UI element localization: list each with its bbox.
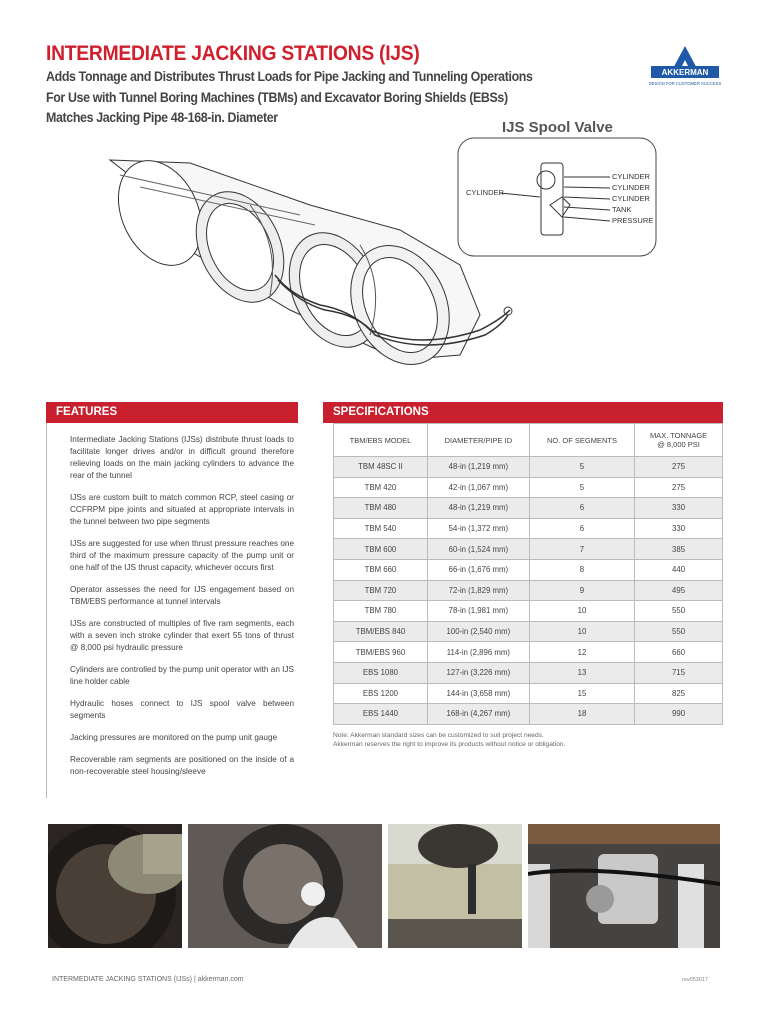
cell-segments: 18: [529, 704, 634, 725]
cell-model: TBM 480: [334, 498, 428, 519]
cell-tonnage: 330: [635, 498, 723, 519]
cell-diameter: 168-in (4,267 mm): [427, 704, 529, 725]
logo-tagline: DESIGN FOR CUSTOMER SUCCESS: [648, 81, 722, 86]
feature-item: Recoverable ram segments are positioned on the inside of a non-recoverable steel housing/sleeve: [70, 755, 294, 776]
table-row: [334, 662, 723, 683]
cell-diameter: 100-in (2,540 mm): [427, 621, 529, 642]
table-row: [334, 457, 723, 478]
cell-model: TBM/EBS 840: [334, 621, 428, 642]
cell-segments: 5: [529, 477, 634, 498]
table-row: [334, 539, 723, 560]
feature-item: IJSs are constructed of multiples of five ram segments, each with a seven inch stroke cylinder that exert 55 tons of thrust @ 8,000 psi hydraulic pressure: [70, 619, 294, 652]
specifications-heading: SPECIFICATIONS: [323, 402, 723, 423]
cell-segments: 7: [529, 539, 634, 560]
cell-diameter: 42-in (1,067 mm): [427, 477, 529, 498]
feature-item: IJSs are custom built to match common RCP, steel casing or CCFRPM pipe joints and situated at appropriate intervals in the tunnel between two pipe segments: [70, 493, 294, 526]
page-title: INTERMEDIATE JACKING STATIONS (IJS): [46, 42, 420, 65]
spool-label-cylinder-left: CYLINDER: [466, 188, 504, 197]
cell-diameter: 78-in (1,981 mm): [427, 601, 529, 622]
cell-diameter: 114-in (2,896 mm): [427, 642, 529, 663]
logo-text: AKKERMAN: [661, 68, 709, 77]
cell-segments: 10: [529, 621, 634, 642]
spool-label-cylinder-3: CYLINDER: [612, 194, 650, 203]
cell-model: TBM 780: [334, 601, 428, 622]
feature-item: Operator assesses the need for IJS engagement based on TBM/EBS performance at tunnel intervals: [70, 585, 294, 606]
table-header-row: [334, 424, 723, 457]
table-row: [334, 642, 723, 663]
cell-diameter: 144-in (3,658 mm): [427, 683, 529, 704]
table-row: [334, 498, 723, 519]
cell-model: TBM 720: [334, 580, 428, 601]
cell-segments: 13: [529, 662, 634, 683]
cell-diameter: 48-in (1,219 mm): [427, 457, 529, 478]
cell-tonnage: 660: [635, 642, 723, 663]
cell-segments: 12: [529, 642, 634, 663]
cell-segments: 15: [529, 683, 634, 704]
photo-jobsite: [388, 824, 522, 948]
cell-segments: 8: [529, 559, 634, 580]
cell-tonnage: 495: [635, 580, 723, 601]
col-tonnage: [635, 424, 723, 457]
cell-diameter: 66-in (1,676 mm): [427, 559, 529, 580]
spool-label-tank: TANK: [612, 205, 632, 214]
cell-tonnage: 990: [635, 704, 723, 725]
cell-model: EBS 1200: [334, 683, 428, 704]
feature-item: Jacking pressures are monitored on the pump unit gauge: [70, 733, 278, 742]
col-diameter: DIAMETER/PIPE ID: [427, 424, 529, 457]
spool-label-cylinder-2: CYLINDER: [612, 183, 650, 192]
feature-item: Cylinders are controlled by the pump unit operator with an IJS line holder cable: [70, 665, 294, 686]
table-row: [334, 683, 723, 704]
cell-tonnage: 275: [635, 477, 723, 498]
col-segments: NO. OF SEGMENTS: [529, 424, 634, 457]
table-row: [334, 621, 723, 642]
spec-note-1: Note: Akkerman standard sizes can be customized to suit project needs.: [333, 732, 544, 739]
feature-item: Hydraulic hoses connect to IJS spool valve between segments: [70, 699, 294, 720]
subtitle-1: Adds Tonnage and Distributes Thrust Loads for Pipe Jacking and Tunneling Operations: [46, 69, 533, 84]
cell-diameter: 72-in (1,829 mm): [427, 580, 529, 601]
cell-segments: 9: [529, 580, 634, 601]
subtitle-3: Matches Jacking Pipe 48-168-in. Diameter: [46, 110, 278, 125]
cell-segments: 6: [529, 498, 634, 519]
footer-left: INTERMEDIATE JACKING STATIONS (IJSs) | akkerman.com: [52, 976, 244, 983]
cell-segments: 10: [529, 601, 634, 622]
cell-model: EBS 1440: [334, 704, 428, 725]
photo-tunnel-interior: [48, 824, 182, 948]
table-row: [334, 477, 723, 498]
features-list: [70, 434, 294, 788]
table-row: [334, 580, 723, 601]
spec-note-2: Akkerman reserves the right to improve its products without notice or obligation.: [333, 741, 566, 748]
table-row: [334, 559, 723, 580]
cell-model: TBM 540: [334, 518, 428, 539]
cell-diameter: 127-in (3,226 mm): [427, 662, 529, 683]
cell-model: TBM 48SC II: [334, 457, 428, 478]
cell-tonnage: 825: [635, 683, 723, 704]
cell-model: TBM 420: [334, 477, 428, 498]
spool-valve-title: IJS Spool Valve: [502, 119, 613, 136]
spec-notes: [333, 731, 565, 749]
cell-diameter: 54-in (1,372 mm): [427, 518, 529, 539]
cell-tonnage: 330: [635, 518, 723, 539]
table-row: [334, 518, 723, 539]
spool-label-pressure: PRESSURE: [612, 216, 654, 225]
feature-item: Intermediate Jacking Stations (IJSs) distribute thrust loads to facilitate longer drives and/or in difficult ground therefore relieving loads on the main jacking cylinders to advance the rear of the tunnel: [70, 435, 294, 480]
cell-diameter: 60-in (1,524 mm): [427, 539, 529, 560]
spool-label-cylinder-1: CYLINDER: [612, 172, 650, 181]
cell-tonnage: 550: [635, 601, 723, 622]
cell-model: TBM 660: [334, 559, 428, 580]
akkerman-logo: [648, 44, 722, 88]
cell-tonnage: 385: [635, 539, 723, 560]
photo-spool-valve: [528, 824, 720, 948]
cell-tonnage: 440: [635, 559, 723, 580]
col-tonnage-label: MAX. TONNAGE: [649, 431, 708, 440]
cell-segments: 6: [529, 518, 634, 539]
subtitle-2: For Use with Tunnel Boring Machines (TBMs) and Excavator Boring Shields (EBSs): [46, 90, 508, 105]
cell-model: TBM 600: [334, 539, 428, 560]
cell-diameter: 48-in (1,219 mm): [427, 498, 529, 519]
cell-model: EBS 1080: [334, 662, 428, 683]
col-tonnage-unit: @ 8,000 PSI: [657, 440, 700, 449]
col-model: TBM/EBS MODEL: [334, 424, 428, 457]
feature-item: IJSs are suggested for use when thrust pressure reaches one third of the maximum pressure capacity of the pump unit or one half of the IJS thrust capacity, whichever occurs first: [70, 539, 294, 572]
ijs-illustration: [100, 135, 700, 385]
footer-right: rev053017: [682, 977, 708, 983]
cell-segments: 5: [529, 457, 634, 478]
features-heading: FEATURES: [46, 402, 298, 423]
specifications-table: [333, 423, 723, 725]
cell-tonnage: 550: [635, 621, 723, 642]
photo-worker-installing: [188, 824, 382, 948]
cell-tonnage: 715: [635, 662, 723, 683]
cell-model: TBM/EBS 960: [334, 642, 428, 663]
table-row: [334, 601, 723, 622]
cell-tonnage: 275: [635, 457, 723, 478]
table-row: [334, 704, 723, 725]
